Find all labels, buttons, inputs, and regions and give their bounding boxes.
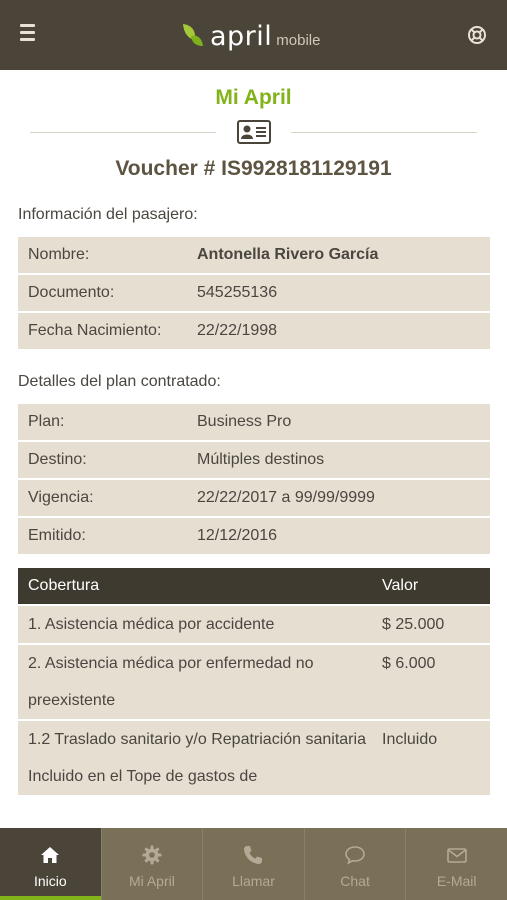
title-divider (0, 112, 507, 152)
phone-icon (242, 844, 264, 866)
coverage-table (18, 566, 490, 797)
coverage-value: $ 6.000 (372, 645, 490, 719)
nav-label: Inicio (33, 873, 67, 889)
passenger-value: 545255136 (197, 275, 490, 311)
id-card-icon (236, 118, 272, 146)
plan-section-label: Detalles del plan contratado: (18, 373, 221, 390)
nav-label: E-Mail (436, 873, 477, 889)
nav-label: Llamar (232, 873, 275, 889)
table-row (18, 404, 490, 440)
table-row (18, 442, 490, 478)
plan-table (18, 402, 490, 556)
passenger-table (18, 235, 490, 351)
table-row (18, 480, 490, 516)
nav-item-chat[interactable] (305, 828, 407, 900)
plan-key: Plan: (18, 404, 197, 440)
passenger-section-label: Información del pasajero: (18, 206, 198, 223)
coverage-header-name: Cobertura (18, 568, 372, 604)
leaf-logo-icon (180, 22, 206, 50)
nav-label: Mi April (128, 873, 175, 889)
passenger-value: 22/22/1998 (197, 313, 490, 349)
passenger-key: Documento: (18, 275, 197, 311)
coverage-header-value: Valor (372, 568, 490, 604)
plan-key: Destino: (18, 442, 197, 478)
nav-label: Chat (340, 873, 370, 889)
plan-value: 12/12/2016 (197, 518, 490, 554)
gear-icon (141, 844, 163, 866)
table-row (18, 313, 490, 349)
nav-item-mi-april[interactable] (102, 828, 204, 900)
coverage-value: $ 25.000 (372, 606, 490, 643)
coverage-name: 1. Asistencia médica por accidente (18, 606, 372, 643)
table-row (18, 721, 490, 795)
passenger-value: Antonella Rivero García (197, 237, 490, 273)
home-icon (39, 844, 61, 866)
table-row (18, 275, 490, 311)
bottom-navigation (0, 828, 507, 900)
passenger-key: Nombre: (18, 237, 197, 273)
mail-icon (446, 844, 468, 866)
table-row (18, 518, 490, 554)
plan-value: 22/22/2017 a 99/99/9999 (197, 480, 490, 516)
plan-key: Vigencia: (18, 480, 197, 516)
brand-name: april (210, 20, 273, 52)
plan-value: Múltiples destinos (197, 442, 490, 478)
divider-right (291, 132, 477, 133)
coverage-value: Incluido (372, 721, 490, 795)
nav-item-email[interactable] (406, 828, 507, 900)
table-row (18, 606, 490, 643)
voucher-number: Voucher # IS9928181129191 (115, 157, 392, 180)
brand-subtitle: mobile (276, 31, 321, 49)
coverage-name: 2. Asistencia médica por enfermedad no preexistente (18, 645, 372, 719)
divider-left (30, 132, 216, 133)
chat-icon (344, 844, 366, 866)
table-row (18, 237, 490, 273)
active-indicator (0, 896, 101, 900)
hamburger-menu-icon[interactable] (20, 24, 42, 46)
nav-item-inicio[interactable] (0, 828, 102, 900)
passenger-key: Fecha Nacimiento: (18, 313, 197, 349)
plan-key: Emitido: (18, 518, 197, 554)
coverage-header-row (18, 568, 490, 604)
page-title: Mi April (215, 86, 292, 109)
nav-item-llamar[interactable] (203, 828, 305, 900)
plan-value: Business Pro (197, 404, 490, 440)
table-row (18, 645, 490, 719)
main-content[interactable] (0, 70, 507, 828)
lifebuoy-help-icon[interactable] (467, 25, 487, 45)
coverage-name: 1.2 Traslado sanitario y/o Repatriación sanitaria Incluido en el Tope de gastos de (18, 721, 372, 795)
top-bar (0, 0, 507, 70)
brand-logo (180, 20, 320, 52)
